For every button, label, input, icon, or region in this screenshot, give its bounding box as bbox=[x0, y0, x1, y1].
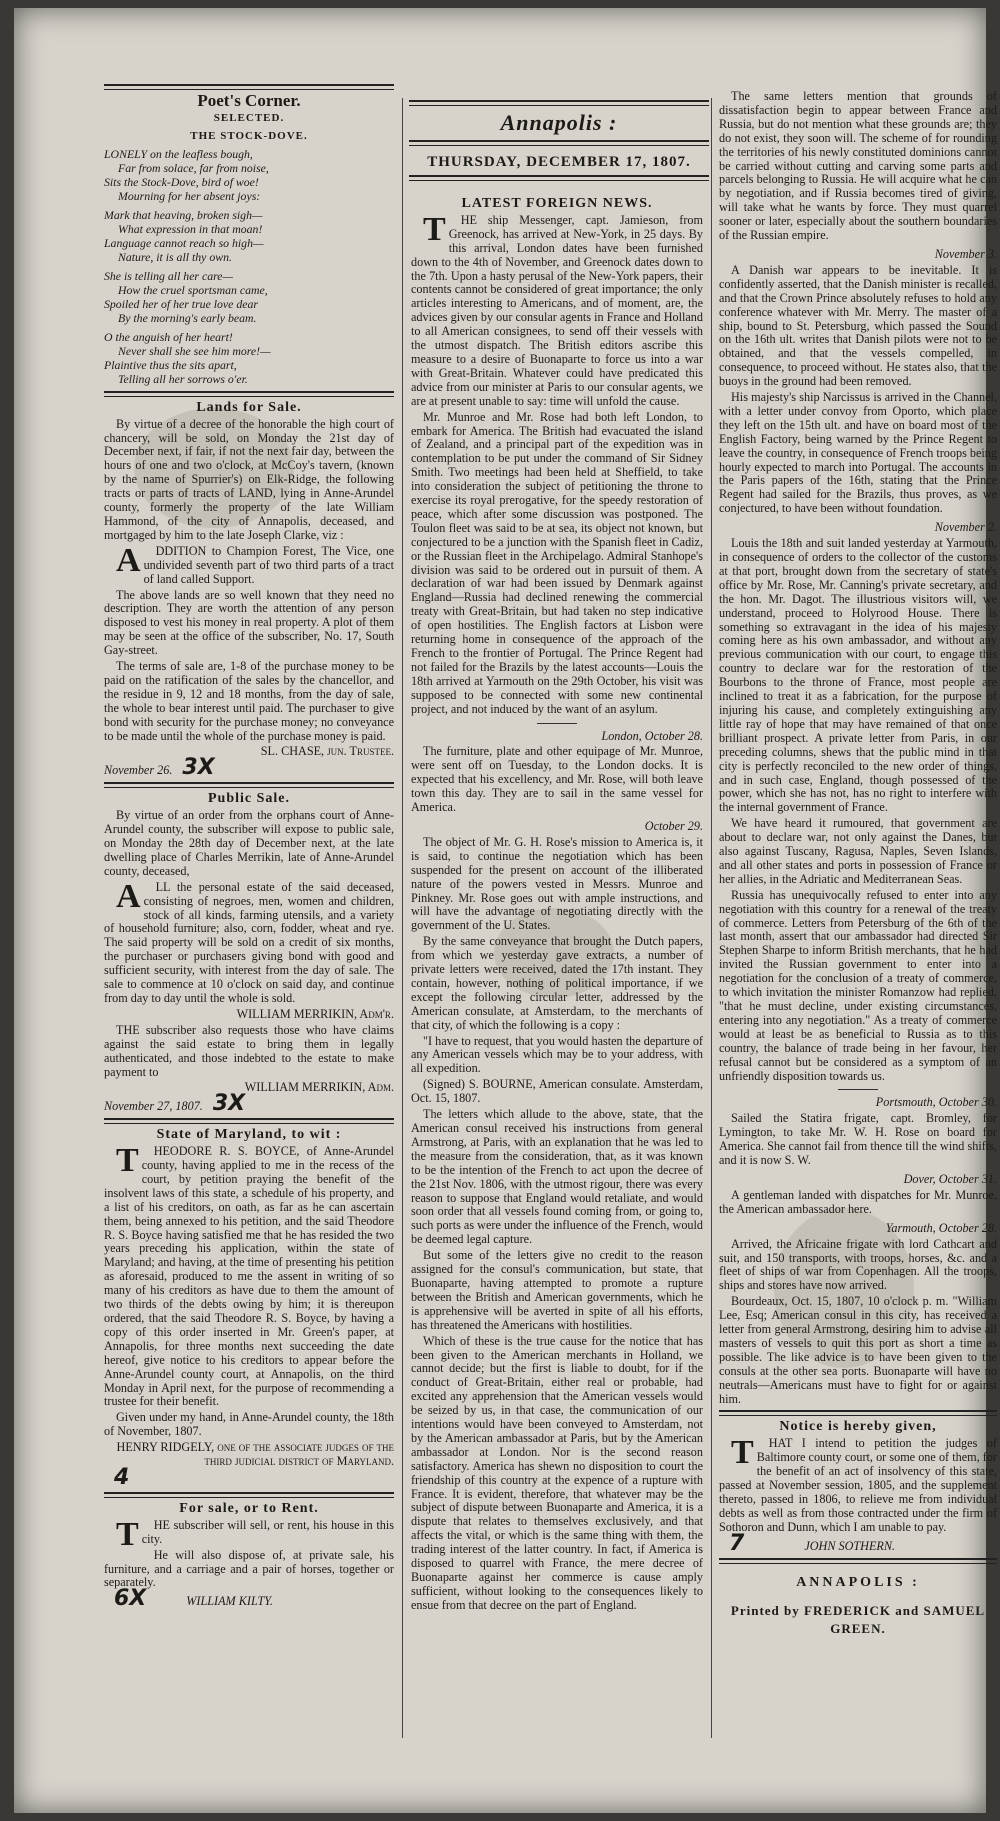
lands-date-row bbox=[104, 755, 394, 781]
right-p8: A gentleman landed with dispatches for Mr. Munroe, the American ambassador here. bbox=[719, 1187, 997, 1216]
for-sale-body: THE subscriber will sell, or rent, his house in this city. bbox=[116, 1515, 394, 1553]
poem-line: Mourning for her absent joys: bbox=[118, 188, 261, 203]
news-date-1: London, October 28. bbox=[601, 728, 703, 743]
double-rule bbox=[104, 1118, 394, 1124]
public-sale-notice: THE subscriber also requests those who have claims against the said estate to bring them in legally authenticated, and those indebted to the estate to make payment to bbox=[104, 1022, 394, 1079]
poem-line: Sits the Stock-Dove, bird of woe! bbox=[104, 174, 259, 189]
news-date-2: October 29. bbox=[644, 818, 703, 833]
lands-body: By virtue of a decree of the honorable the high court of chancery, will be sold, on Monday the 21st day of December next, if fair, if not the next fair day, between the hours of one and two o'clock, at McCoy's tavern, (known by the name of Spurrier's) on Elk-Ridge, the following tracts or parts of tracts of LAND, lying in Anne-Arundel county, formerly the property of the late William Hammond, of the city of Annapolis, deceased, and mortgaged by him to the late Joseph Clarke, viz : bbox=[104, 416, 394, 542]
right-p1: The same letters mention that grounds of dissatisfaction begin to appear between France and Russia, but do not mention what these grounds are; they do not exist, they soon will. The scheme of for rounding the territories of his newly constituted dominions cannot be carried without cutting and carving some parts and parcels belonging to Russia. He will acquire what he can by negotiation, and if Russia becomes tired of giving, will take what he wants by force. They must quarrel sooner or later, especially about the southern boundaries of the Russian empire. bbox=[719, 89, 997, 243]
news-p9: Which of these is the true cause for the notice that has been given to the American merchants in Holland, we cannot decide; but the first is liable to doubt, for if the conduct of Great-Britain, either real or probable, had excited any apprehension that the American vessels would be seized by us, in that case, the communication of our intentions would have been conveyed to Amsterdam, not by the American ambassador at Paris, but by the American ambassador at London. Nor is the second reason satisfactory. America has shewn no disposition to court the friendship of this country at the expence of a rupture with France. It is evident, therefore, that whatever may be the subject of dispute between Buonaparte and America, it is a dispute that relates to themselves exclusively, and that affects the vital, or which is the same thing with them, the trading interest of the latter country. In fact, if America is disposed to quarrel with France, the mere decree of Buonaparte against her commerce is cause amply sufficient, without looking to the consequences likely to ensue from that decree on the part of England. bbox=[411, 1333, 703, 1612]
for-sale-body-2: He will also dispose of, at private sale, his furniture, and a carriage and a pair of horses, together or separately. bbox=[104, 1547, 394, 1590]
right-p10: Bourdeaux, Oct. 15, 1807, 10 o'clock p. m. "William Lee, Esq; American consul in this city, has received a letter from general Armstrong, desiring him to advise all masters of vessels to quit this port as short a time as possible. The like advice is to have been given to the consuls at the other sea ports. Buonaparte will have no neutrals—Americans must have to fight for or against him. bbox=[719, 1294, 997, 1406]
news-p7: The letters which allude to the above, state, that the American consul received his instructions from general Armstrong, at Paris, with an explanation that he was led to the measure from the consideration, that, as it was known to be the intention of the French to act upon the decree of the 21st Nov. 1806, with the utmost rigour, there was every reason to suppose that England would retaliate, and would soon order that all vessels found coming from, or going to, such ports as were under the influence of the French, would be deemed legal capture. bbox=[411, 1107, 703, 1247]
public-sale-intro: By virtue of an order from the orphans court of Anne-Arundel county, the subscriber will expose to public sale, on Monday the 28th day of December next, at the late dwelling place of Charles Merrikin, late of Anne-Arundel county, deceased, bbox=[104, 808, 394, 878]
maryland-body: THEODORE R. S. BOYCE, of Anne-Arundel county, having applied to me in the recess of the court, by petition praying the benefit of the insolvent laws of this state, a schedule of his property, and a list of his creditors, on oath, as far as he can ascertain them, being annexed to his petition, and the said Theodore R. S. Boyce having satisfied me that he has resided the two years preceding his application, within the state of Maryland; and having, at the time of presenting his petition as aforesaid, produced to me the assent in writing of so many of his creditors as have due to them the amount of two thirds of the debts owing by him; it is thereupon ordered, that the said Theodore R. S. Boyce, by having a copy of this order inserted in Mr. Green's paper, at Annapolis, for three months next succeeding the date hereof, give notice to his creditors to appear before the Anne-Arundel county court, at Annapolis, on the third Monday in April next, for the purpose of recommending a trustee for their benefit. bbox=[104, 1142, 394, 1409]
poem-line: By the morning's early beam. bbox=[118, 310, 257, 325]
poem-line: How the cruel sportsman came, bbox=[118, 282, 268, 297]
poem bbox=[104, 147, 394, 386]
imprint-printer: Printed by FREDERICK and SAMUEL GREEN. bbox=[730, 1602, 986, 1636]
right-p6: Russia has unequivocally refused to enter into any negotiation with this country for a renewal of the treaty of commerce. Letters from Petersburg of the 6th of the last month, assert that our ambassador had directed Sir Stephen Sharpe to inform British merchants, that he had invited the Russian government to enter into a negotiation for the conclusion of a treaty of commerce, to which invitation the minister Romanzow had replied, "that he must decline, under existing circumstances, entering into any negotiation." As a treaty of commerce would at least be as beneficial to Russia as to this country, the balance of trade being in her favour, her refusal cannot but be considered as a symptom of an unfriendly disposition towards us. bbox=[719, 887, 997, 1083]
column-middle bbox=[411, 193, 703, 1758]
public-sale-body: ALL the personal estate of the said deceased, consisting of negroes, men, women and children, stock of all kinds, farming utensils, and a variety of household furniture; also, corn, fodder, wheat and rye. The said property will be sold on a credit of six months, the purchaser or purchasers giving bond with good and sufficient security, with interest from the day of sale. The sale to commence at 10 o'clock on said day, and continue from day to day until the whole is sold. bbox=[104, 877, 394, 1005]
lands-addition: ADDITION to Champion Forest, The Vice, one undivided seventh part of two third parts of a tract of land called Support. bbox=[116, 541, 394, 586]
lands-for-sale-title: Lands for Sale. bbox=[196, 399, 302, 415]
for-sale-signature: WILLIAM KILTY. bbox=[186, 1594, 273, 1609]
separator bbox=[838, 1089, 878, 1090]
separator bbox=[537, 723, 577, 724]
state-of-maryland-title: State of Maryland, to wit : bbox=[156, 1127, 342, 1143]
public-sale-signature: WILLIAM MERRIKIN, Adm'r. bbox=[236, 1006, 394, 1021]
for-sale-rent-title: For sale, or to Rent. bbox=[179, 1500, 319, 1516]
poem-line: Far from solace, far from noise, bbox=[118, 160, 269, 175]
lands-mark: 3X bbox=[182, 755, 215, 781]
double-rule bbox=[104, 782, 394, 788]
double-rule bbox=[719, 1410, 997, 1416]
right-p5: We have heard it rumoured, that government are about to declare war, not only against the Danes, but also against Tuscany, Ragusa, Naples, Seven Islands, and all other states and ports in possession of France or her allies, in the Adriatic and Mediterranean Seas. bbox=[719, 816, 997, 886]
double-rule bbox=[104, 391, 394, 397]
lands-signature: SL. CHASE, jun. Trustee. bbox=[260, 744, 394, 759]
news-p2: Mr. Munroe and Mr. Rose had both left London, to embark for America. The British had evacuated the island of Zealand, and a principal part of the expedition was in contemplation to be put under the command of Sir Sidney Smith. Two meetings had been held at Sheffield, to take into consideration the subject of petitioning the throne to exercise its royal prerogative, for the speedy restoration of peace, which after some discussion was postponed. The Toulon fleet was said to be at sea, its object not known, but conjectured to be a junction with the Spanish fleet in Cadiz, or the Russian fleet in the Archipelago. Admiral Stanhope's division was said to be ordered out in pursuit of them. A declaration of war had been issued by Denmark against England—Russia had declined renewing the commercial treaty with Great-Britain, but had taken no step indicative of open hostilities. The English factors at Lisbon were returning home in consequence of the approach of the French to the frontier of Portugal. The Prince Regent had not failed for the Brazils by the latest accounts—Louis the 18th arrived at Yarmouth on the 29th October, his visit was supposed to be connected with some new continental project, and not induced by the want of an asylum. bbox=[411, 409, 703, 716]
right-date-3: Portsmouth, October 30. bbox=[875, 1095, 997, 1110]
poem-line: O the anguish of her heart! bbox=[104, 329, 233, 344]
maryland-mark: 4 bbox=[114, 1464, 130, 1490]
poem-line: Plaintive thus the sits apart, bbox=[104, 357, 237, 372]
right-date-4: Dover, October 31. bbox=[903, 1171, 997, 1186]
masthead-title: Annapolis : bbox=[500, 110, 618, 135]
right-date-5: Yarmouth, October 28. bbox=[885, 1220, 997, 1235]
notice-body: THAT I intend to petition the judges of Baltimore county court, or some one of them, for the benefit of an act of insolvency of this state, passed at November session, 1805, and the supplement thereto, passed in 1806, to relieve me from individual debts as well as from those contracted under the firm of Sothoron and Dunn, which I am unable to pay. bbox=[719, 1434, 997, 1534]
for-sale-mark: 6X bbox=[114, 1586, 147, 1612]
notice-signature: JOHN SOTHERN. bbox=[804, 1538, 896, 1553]
maryland-mark-row bbox=[104, 1464, 394, 1490]
public-sale-mark: 3X bbox=[212, 1091, 246, 1117]
poem-line: LONELY on the leafless bough, bbox=[104, 146, 253, 161]
notice-title: Notice is hereby given, bbox=[779, 1419, 937, 1435]
notice-sig-row bbox=[719, 1530, 997, 1556]
public-sale-date-row bbox=[104, 1091, 394, 1117]
notice-mark: 7 bbox=[729, 1530, 745, 1556]
masthead bbox=[409, 96, 709, 185]
double-rule bbox=[409, 175, 709, 181]
public-sale-title: Public Sale. bbox=[207, 791, 290, 807]
column-rule bbox=[711, 98, 712, 1738]
poem-line: Mark that heaving, broken sigh— bbox=[104, 207, 263, 222]
poem-line: Spoiled her of her true love dear bbox=[104, 296, 258, 311]
double-rule bbox=[409, 100, 709, 106]
for-sale-sig-row bbox=[104, 1586, 394, 1612]
right-date-2: November 2. bbox=[934, 520, 997, 535]
right-p4: Louis the 18th and suit landed yesterday at Yarmouth, in consequence of orders to the collector of the customs at that port, brought down from the secretary of state's office by Mr. Rose, Mr. Canning's private secretary, and the hon. Mr. Dagot. The illustrious visitors will, we understand, proceed to Holyrood House. There is something so extravagant in the idea of his majesty coming here as his own ambassador, and without any previous communication with our court, to engage this country to declare war for the restoration of the Bourbons to the throne of France, most people are inclined to treat it as a fabrication, for the purpose of injuring his cause, and completely extinguishing any little ray of hope that may have remained of that once brilliant prospect. A private letter from Paris, in our preceding columns, shews that the public mind in that city is perfectly reconciled to the new order of things, and in such case, England, though possessed of the power, which she has not, has no right to interfere with the internal government of France. bbox=[719, 536, 997, 815]
lands-description: The above lands are so well known that they need no description. They are worth the attention of any person disposed to vest his money in real property. A plot of them may be seen at the office of the subscriber, No. 17, South Gay-street. bbox=[104, 587, 394, 658]
poets-corner-title: Poet's Corner. bbox=[197, 91, 301, 110]
double-rule bbox=[104, 84, 394, 90]
news-p4: The object of Mr. G. H. Rose's mission to America is, it is said, to continue the negotiation which has been suspended for the present on account of the illiberated nature of the powers vested in Messrs. Munroe and Pinkney. Mr. Rose goes out with ample instructions, and will have the advantage of negotiating directly with the government of the U. States. bbox=[411, 834, 703, 933]
right-p7: Sailed the Statira frigate, capt. Bromley, for Lymington, to take Mr. W. H. Rose on board for America. She cannot fail from thence till the wind shifts, and it is now S. W. bbox=[719, 1111, 997, 1168]
news-p3: The furniture, plate and other equipage of Mr. Munroe, were sent off on Tuesday, to the London docks. It is expected that his excellency, and Mr. Rose, will both leave town this day. They are to sail in the same vessel for America. bbox=[411, 744, 703, 815]
lands-date: November 26. bbox=[104, 763, 173, 778]
right-p9: Arrived, the Africaine frigate with lord Cathcart and suit, and 150 transports, with troops, horses, &c. and a fleet of ships of war from Copenhagen. All the troops, ships and stores have now arrived. bbox=[719, 1236, 997, 1293]
column-right bbox=[719, 90, 997, 1760]
poem-title: THE STOCK-DOVE. bbox=[190, 129, 308, 142]
public-sale-date: November 27, 1807. bbox=[104, 1099, 203, 1114]
double-rule bbox=[719, 1558, 997, 1564]
news-p1: THE ship Messenger, capt. Jamieson, from Greenock, has arrived at New-York, in 25 days. By this arrival, London dates have been furnished down to the 4th of November, and Greenock dates down to the 7th. Upon a hasty perusal of the New-York papers, their contents cannot be considered of great importance; the only articles interesting to Americans, and of moment, are, the advices given by our consular agents in France and Holland to all American consignees, to send off their vessels with the utmost dispatch. The British editors ascribe this measure to a desire of Buonaparte to force us into a war with Great-Britain. Whatever could have predicated this advice from our minister at Paris to our consular agents, we are at present unable to say: time will unfold the cause. bbox=[411, 210, 703, 408]
lands-terms: The terms of sale are, 1-8 of the purchase money to be paid on the ratification of the sales by the chancellor, and the residue in 9, 12 and 18 months, from the day of sale, the whole to bear interest until paid. The purchaser to give bond with security for the purchase money; no conveyance to be made until the whole of the purchase money is paid. bbox=[104, 659, 394, 743]
column-rule bbox=[402, 98, 403, 1738]
poem-line: Language cannot reach so high— bbox=[104, 235, 264, 250]
right-p3: His majesty's ship Narcissus is arrived in the Channel, with a letter under convoy from Oporto, which place they left on the 15th ult. and have on board most of the English Factory, being warned by the Prince Regent to leave the country, in consequence of French troops being hourly expected to march into Portugal. The accounts in the Paris papers of the 16th, stating that the Prince Regent had sailed for the Brazils, thus proves, as we conjectured, to have been without foundation. bbox=[719, 390, 997, 516]
right-date-1: November 3. bbox=[934, 246, 997, 261]
poem-line: She is telling all her care— bbox=[104, 268, 233, 283]
news-p5: By the same conveyance that brought the Dutch papers, from which we yesterday gave extracts, a number of private letters were received, dated the 17th instant. They contain, however, nothing of political importance, if we except the following circular letter, addressed by the American consulate, at Amsterdam, to the merchants of that city, of which the following is a copy : bbox=[411, 934, 703, 1032]
newspaper-page bbox=[14, 8, 997, 1813]
maryland-given: Given under my hand, in Anne-Arundel county, the 18th of November, 1807. bbox=[104, 1410, 394, 1439]
double-rule bbox=[409, 140, 709, 146]
poem-line: Nature, it is all thy own. bbox=[118, 249, 232, 264]
imprint-city: ANNAPOLIS : bbox=[796, 1574, 920, 1590]
maryland-signature: HENRY RIDGELY, one of the associate judges of the third judicial district of Maryland. bbox=[116, 1440, 394, 1469]
poem-line: What expression in that moan! bbox=[118, 221, 263, 236]
double-rule bbox=[104, 1492, 394, 1498]
news-p6-signature: (Signed) S. BOURNE, American consulate. Amsterdam, Oct. 15, 1807. bbox=[411, 1077, 703, 1106]
selected-label: SELECTED. bbox=[213, 111, 285, 124]
news-p8: But some of the letters give no credit to the reason assigned for the consul's communication, but state, that Buonaparte, having attempted to promote a rupture between the British and American governments, which he is apprehensive will be averted in spite of all his efforts, has threatened the Americans with hostilities. bbox=[411, 1248, 703, 1332]
public-sale-signature-2: WILLIAM MERRIKIN, Adm. bbox=[244, 1080, 394, 1095]
right-p2: A Danish war appears to be inevitable. It is confidently asserted, that the Danish minister is recalled, and that the Crown Prince absolutely refuses to hold any conference whatever with Mr. Merry. The master of a ship, bound to St. Petersburg, which passed the Sound on the 16th ult. writes that Danish pilots were not to be obtained, and that the vessels compelled, in consequence, to proceed without. He states also, that the buoys in the ground had been removed. bbox=[719, 262, 997, 389]
masthead-date: THURSDAY, DECEMBER 17, 1807. bbox=[427, 154, 691, 170]
latest-news-title: LATEST FOREIGN NEWS. bbox=[461, 196, 653, 211]
poem-line: Never shall she see him more!— bbox=[118, 343, 271, 358]
poem-line: Telling all her sorrows o'er. bbox=[118, 371, 248, 386]
column-left bbox=[104, 80, 394, 1760]
news-p6: "I have to request, that you would hasten the departure of any American vessels which may be to your address, with all expedition. bbox=[411, 1033, 703, 1076]
